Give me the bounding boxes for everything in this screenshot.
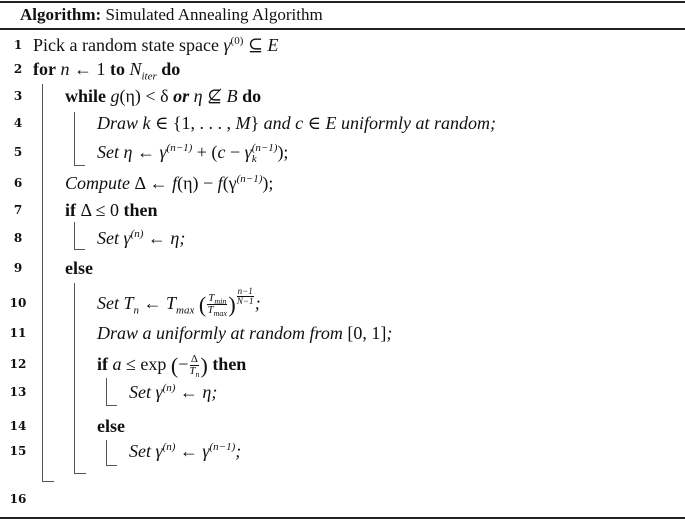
line-number: 16 xyxy=(9,492,27,506)
math-gamma: γ xyxy=(155,441,163,461)
math-f: f xyxy=(217,173,223,193)
caption-label: Algorithm: xyxy=(20,5,102,24)
text: Δ ≤ 0 xyxy=(80,200,119,220)
line-content xyxy=(97,286,261,319)
keyword-do: do xyxy=(242,86,262,106)
line-number: 12 xyxy=(9,357,27,371)
math-M: M xyxy=(235,113,251,133)
subscript: n xyxy=(195,370,200,380)
algorithm-line-14 xyxy=(0,414,685,438)
left-paren: ( xyxy=(170,352,179,378)
fraction xyxy=(189,353,200,380)
text: uniformly at random; xyxy=(336,113,496,133)
text: Set xyxy=(97,293,124,313)
while-block-foot xyxy=(74,165,85,166)
line-number: 3 xyxy=(13,89,23,103)
math-T: T xyxy=(123,293,134,313)
text: ∈ xyxy=(303,113,326,133)
math-E: E xyxy=(267,35,279,55)
for-block-foot xyxy=(42,481,54,482)
math-gamma: γ xyxy=(159,142,167,162)
math-gamma: γ xyxy=(223,35,231,55)
text: Draw a uniformly at random from xyxy=(97,323,348,343)
keyword-if: if xyxy=(65,200,76,220)
text: ; xyxy=(254,293,261,313)
text: } xyxy=(250,113,264,133)
keyword-then: then xyxy=(212,354,247,374)
keyword-else: else xyxy=(97,416,125,436)
caption-title: Simulated Annealing Algorithm xyxy=(105,5,323,24)
superscript: (0) xyxy=(230,35,244,47)
algorithm-line-15 xyxy=(0,439,685,463)
math-g: g xyxy=(110,86,120,106)
text: − xyxy=(225,142,245,162)
text: ← 1 xyxy=(69,59,110,79)
math-n: n xyxy=(60,59,70,79)
else-block-line xyxy=(74,283,75,473)
bottom-rule xyxy=(0,517,685,519)
keyword-while: while xyxy=(65,86,107,106)
keyword-do: do xyxy=(161,59,181,79)
superscript: (n) xyxy=(130,228,144,240)
text: ); xyxy=(262,173,274,193)
line-content xyxy=(33,33,278,57)
line-content xyxy=(97,352,246,378)
algorithm-line-12 xyxy=(0,352,685,380)
right-paren: ) xyxy=(200,352,208,378)
superscript: (n−1) xyxy=(236,173,263,185)
keyword-for: for xyxy=(33,59,56,79)
if-block-line xyxy=(74,222,75,249)
text: (γ xyxy=(222,173,237,193)
line-content xyxy=(65,84,261,108)
text: ← η; xyxy=(143,228,186,248)
keyword-to: to xyxy=(109,59,125,79)
interval: [0, 1] xyxy=(347,323,387,343)
math-gamma: γ xyxy=(123,228,131,248)
math-gamma: γ xyxy=(244,142,252,162)
line-number: 8 xyxy=(13,231,23,245)
line-content xyxy=(97,321,392,345)
text: Set xyxy=(97,228,124,248)
line-content xyxy=(97,140,288,165)
line-number: 1 xyxy=(13,38,23,52)
left-paren: ( xyxy=(198,291,207,317)
text: − xyxy=(178,354,189,374)
algorithm-line-8 xyxy=(0,226,685,250)
algorithm-line-13 xyxy=(0,380,685,404)
if-block-foot xyxy=(74,249,85,250)
superscript: (n−1) xyxy=(166,142,193,154)
text: Δ ← xyxy=(134,173,173,193)
numerator: n−1 xyxy=(237,286,253,296)
text: ← xyxy=(139,293,167,313)
line-content xyxy=(97,111,496,135)
text: ); xyxy=(277,142,289,162)
line-content xyxy=(129,439,241,463)
text: Set xyxy=(129,382,156,402)
inner-else-block-line xyxy=(106,440,107,465)
algorithm-line-9 xyxy=(0,256,685,280)
line-number: 11 xyxy=(9,326,27,340)
line-number: 7 xyxy=(13,203,23,217)
subscript: min xyxy=(214,297,227,307)
math-f: f xyxy=(172,173,178,193)
algorithm-line-3 xyxy=(0,84,685,108)
math-eta: η xyxy=(123,142,133,162)
line-content xyxy=(65,198,157,222)
while-block-line xyxy=(74,112,75,165)
text: ← xyxy=(132,142,160,162)
line-number: 2 xyxy=(13,62,23,76)
keyword-if: if xyxy=(97,354,108,374)
text: ∈ {1, . . . , xyxy=(150,113,236,133)
inner-else-block-foot xyxy=(106,465,117,466)
line-content xyxy=(33,57,180,81)
math-T: T xyxy=(166,293,177,313)
text: Draw xyxy=(97,113,143,133)
caption-rule xyxy=(0,28,685,30)
else-block-foot xyxy=(74,473,86,474)
text: Set xyxy=(97,142,124,162)
algorithm-caption xyxy=(20,4,323,26)
text: ; xyxy=(235,441,242,461)
line-number: 4 xyxy=(13,116,23,130)
line-content xyxy=(65,171,273,195)
keyword-then: then xyxy=(123,200,158,220)
algorithm-line-1 xyxy=(0,33,685,57)
math-B: B xyxy=(226,86,238,106)
superscript: (n) xyxy=(162,441,176,453)
superscript: (n−1) xyxy=(251,141,278,154)
line-content xyxy=(97,226,185,250)
math-T: T xyxy=(207,304,214,317)
line-content xyxy=(97,414,125,438)
line-content xyxy=(65,256,93,280)
math-gamma: γ xyxy=(202,441,210,461)
algorithm-line-4 xyxy=(0,111,685,135)
text: Set xyxy=(129,441,156,461)
line-number: 15 xyxy=(9,444,27,458)
exponent-fraction xyxy=(237,287,254,306)
text: ; xyxy=(386,323,393,343)
math-T: T xyxy=(208,292,215,305)
algorithm-line-10 xyxy=(0,286,685,319)
subscript: max xyxy=(176,304,195,317)
inner-if-block-line xyxy=(106,378,107,405)
subscript: max xyxy=(213,309,227,319)
text: + ( xyxy=(192,142,218,162)
algorithm-line-16 xyxy=(0,487,685,511)
line-number: 13 xyxy=(9,385,27,399)
numerator: Δ xyxy=(190,353,198,366)
line-number: 9 xyxy=(13,261,23,275)
for-block-line xyxy=(42,84,43,481)
keyword-else: else xyxy=(65,258,93,278)
text: and xyxy=(263,113,296,133)
text: ⊆ xyxy=(243,35,268,55)
line-number: 6 xyxy=(13,176,23,190)
line-number: 5 xyxy=(13,145,23,159)
superscript: (n) xyxy=(162,382,176,394)
math-N: N xyxy=(129,59,142,79)
text: ← xyxy=(175,441,203,461)
text: ← η; xyxy=(175,382,218,402)
subscript: k xyxy=(251,152,257,165)
subscript: iter xyxy=(141,70,157,83)
math-eta: η xyxy=(193,86,203,106)
math-a: a xyxy=(112,354,122,374)
math-T: T xyxy=(189,365,196,378)
inner-if-block-foot xyxy=(106,405,117,406)
fraction xyxy=(207,292,227,319)
text: (η) − xyxy=(177,173,218,193)
math-gamma: γ xyxy=(155,382,163,402)
line-number: 14 xyxy=(9,419,27,433)
math-k: k xyxy=(142,113,151,133)
text: Pick a random state space xyxy=(33,35,224,55)
top-rule xyxy=(0,1,685,3)
superscript: (n−1) xyxy=(209,441,236,453)
math-c: c xyxy=(295,113,304,133)
text: ⊈ xyxy=(202,86,227,106)
math-E: E xyxy=(325,113,337,133)
line-number: 10 xyxy=(9,296,27,310)
right-paren: ) xyxy=(228,291,236,317)
line-content xyxy=(129,380,217,404)
algorithm-line-5 xyxy=(0,140,685,164)
algorithm-line-7 xyxy=(0,198,685,222)
keyword-or: or xyxy=(173,86,190,106)
text: ≤ exp xyxy=(121,354,171,374)
subscript: n xyxy=(133,304,140,317)
math-c: c xyxy=(217,142,226,162)
algorithm-line-6 xyxy=(0,171,685,195)
algorithm-line-11 xyxy=(0,321,685,345)
algorithm-line-2 xyxy=(0,57,685,81)
text: Compute xyxy=(65,173,135,193)
text: (η) < δ xyxy=(119,86,174,106)
denominator: N−1 xyxy=(236,296,254,306)
